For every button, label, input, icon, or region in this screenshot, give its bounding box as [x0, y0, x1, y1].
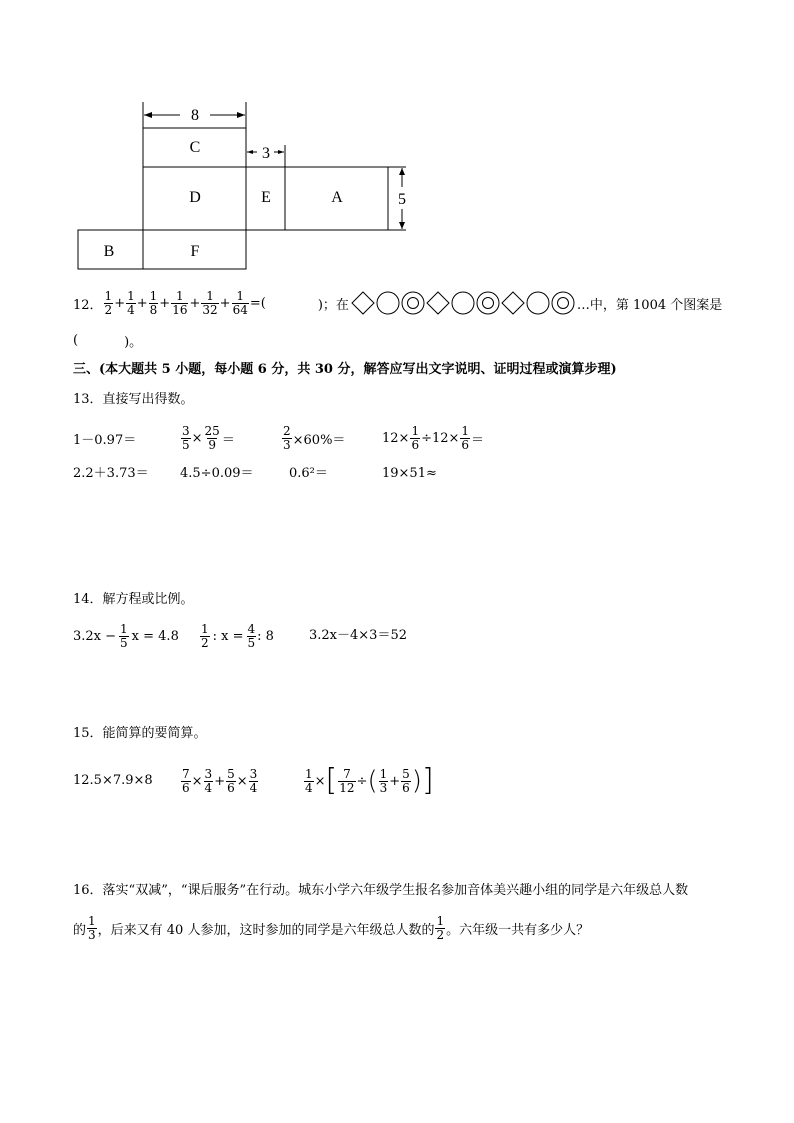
fraction: $\frac{1}{8}$ [149, 288, 158, 317]
fraction: $\frac{1}{16}$ [172, 288, 188, 317]
q15-problem-2: $\frac{7}{6}$ × $\frac{3}{4}$ + $\frac{5}{6}$ × $\frac{3}{4}$ [182, 766, 258, 795]
q12-number: 12． [73, 297, 103, 313]
q14-equation-3: 3.2x－4×3＝52 [309, 628, 407, 643]
fraction: $\frac{1}{2}$ [104, 288, 113, 317]
plus-sign: + [189, 295, 201, 311]
paren-open: ( [73, 332, 79, 348]
q12-tail: …中，第 1004 个图案是 [576, 297, 723, 313]
face-a-label: A [331, 189, 343, 206]
q13-row2-item2: 4.5÷0.09＝ [180, 466, 254, 481]
plus-sign: + [114, 295, 126, 311]
equals-open: =( [249, 295, 266, 311]
q13-row1-item2: $\frac{3}{5}$ × $\frac{25}{9}$ ＝ [182, 423, 235, 452]
question-12-line1 [73, 286, 722, 320]
section-3-heading: 三、(本大题共 5 小题，每小题 6 分，共 30 分，解答应写出文字说明、证明过程或演算步理) [73, 362, 617, 377]
dim-gap-label: 3 [262, 145, 270, 162]
q12-after-blank: )；在 [317, 297, 349, 313]
q13-row2-item4: 19×51≈ [382, 466, 437, 481]
dim-height-label: 5 [398, 191, 406, 208]
face-d-label: D [189, 189, 201, 206]
q15-problem-3: $\frac{1}{4}$ × [ $\frac{7}{12}$ ÷ ( $\frac{1}{3}$ + $\frac{5}{6}$ ) ] [305, 763, 434, 798]
dim-width-label: 8 [191, 107, 199, 124]
q14-equation-1: 3.2x − $\frac{1}{5}$ x = 4.8 [73, 621, 179, 650]
question-16-line1: 16．落实“双减”，“课后服务”在行动。城东小学六年级学生报名参加音体美兴趣小组的同学是六年级总人数 [73, 883, 689, 898]
double-circle-icon [476, 291, 500, 315]
plus-sign: + [159, 295, 171, 311]
q13-row2-item1: 2.2＋3.73＝ [73, 466, 149, 481]
diamond-icon [351, 291, 375, 315]
q15-problem-1: 12.5×7.9×8 [73, 773, 153, 788]
question-16-line2: 的 $\frac{1}{3}$ ，后来又有 40 人参加，这时参加的同学是六年级总人数的 $\frac{1}{2}$ 。六年级一共有多少人？ [73, 913, 590, 942]
face-e-label: E [261, 189, 271, 206]
circle-icon [526, 291, 550, 315]
question-12-line2 [73, 330, 142, 350]
face-b-label: B [103, 243, 115, 260]
plus-sign: + [136, 295, 148, 311]
circle-icon [376, 291, 400, 315]
q13-row2-item3: 0.6²＝ [289, 466, 328, 481]
q13-row1-item4: 12× $\frac{1}{6}$ ÷12× $\frac{1}{6}$ ＝ [382, 423, 485, 452]
circle-icon [451, 291, 475, 315]
face-f-label: F [190, 243, 200, 260]
plus-sign: + [219, 295, 231, 311]
fraction: $\frac{1}{4}$ [127, 288, 135, 317]
q14-equation-2: $\frac{1}{2}$ : x = $\frac{4}{5}$ : 8 [201, 621, 274, 650]
question-14-title: 14．解方程或比例。 [73, 592, 194, 607]
q13-row1-item3: $\frac{2}{3}$ ×60%＝ [283, 423, 346, 452]
fraction: $\frac{1}{32}$ [202, 288, 218, 317]
double-circle-icon [401, 291, 425, 315]
cuboid-net-diagram [70, 95, 420, 275]
q13-row1-item1: 1－0.97＝ [73, 432, 137, 448]
diamond-icon [426, 291, 450, 315]
pattern-sequence [351, 291, 575, 315]
paren-close: )。 [124, 334, 143, 350]
fraction: $\frac{1}{64}$ [232, 288, 248, 317]
diamond-icon [501, 291, 525, 315]
question-15-title: 15．能简算的要简算。 [73, 726, 207, 741]
double-circle-icon [551, 291, 575, 315]
question-13-title: 13．直接写出得数。 [73, 392, 194, 407]
face-c-label: C [189, 139, 201, 156]
